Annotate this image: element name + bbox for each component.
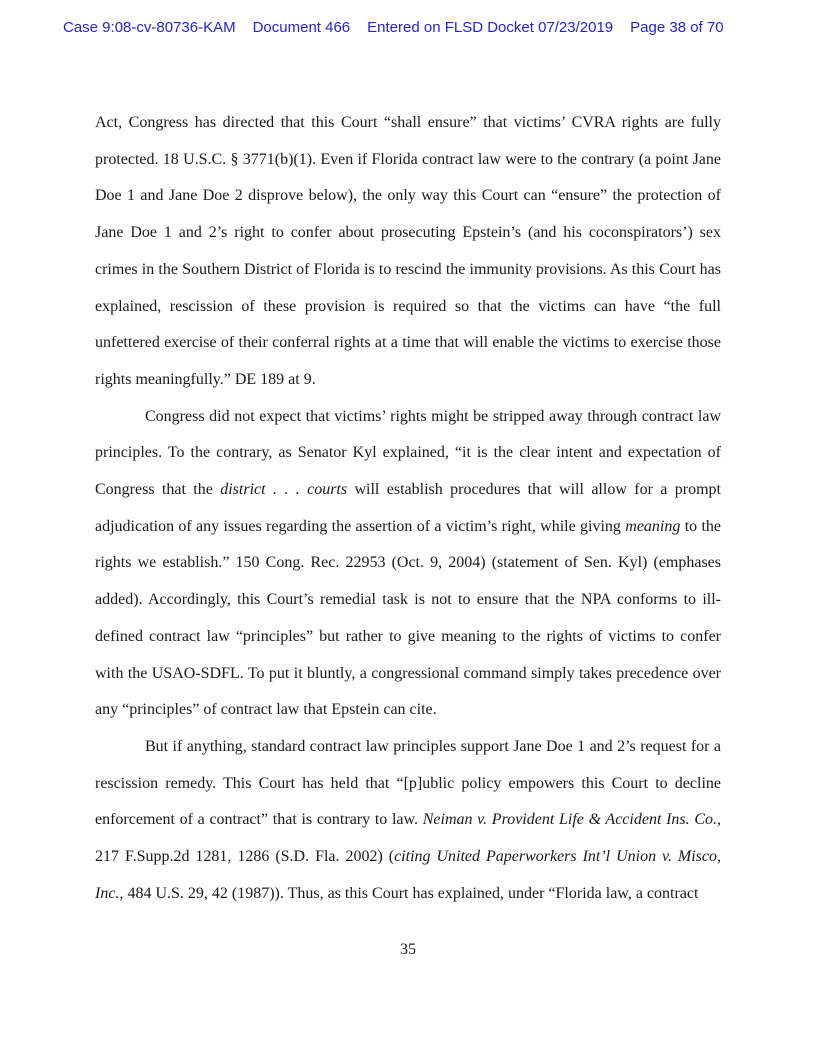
page-indicator: Page 38 of 70 bbox=[630, 19, 724, 36]
docket-entry-stamp: Entered on FLSD Docket 07/23/2019 bbox=[367, 19, 614, 36]
paragraph-2: Congress did not expect that victims’ rights might be stripped away through contract law principles. To the contrary, as Senator Kyl explained, “it is the clear intent and expectation of Congress that the district . . . courts will establish procedures that will allow for a prompt adjudication of any issues regarding the assertion of a victim’s right, while giving meaning to the rights we establish.” 150 Cong. Rec. 22953 (Oct. 9, 2004) (statement of Sen. Kyl) (emphases added). Accordingly, this Court’s remedial task is not to ensure that the NPA conforms to ill-defined contract law “principles” but rather to give meaning to the rights of victims to confer with the USAO-SDFL. To put it bluntly, a congressional command simply takes precedence over any “principles” of contract law that Epstein can cite. bbox=[95, 407, 722, 719]
paragraph-1: Act, Congress has directed that this Court “shall ensure” that victims’ CVRA rights are fully protected. 18 U.S.C. § 3771(b)(1). Even if Florida contract law were to the contrary (a point Jane Doe 1 and Jane Doe 2 disprove below), the only way this Court can “ensure” the protection of Jane Doe 1 and 2’s right to confer about prosecuting Epstein’s (and his coconspirators’) sex crimes in the Southern District of Florida is to rescind the immunity provisions. As this Court has explained, rescission of these provision is required so that the victims can have “the full unfettered exercise of their conferral rights at a time that will enable the victims to exercise those rights meaningfully.” DE 189 at 9. bbox=[95, 114, 721, 388]
case-header bbox=[63, 19, 724, 36]
document-body bbox=[95, 105, 721, 912]
paragraph-3: But if anything, standard contract law principles support Jane Doe 1 and 2’s request for a rescission remedy. This Court has held that “[p]ublic policy empowers this Court to decline enforcement of a contract” that is contrary to law. Neiman v. Provident Life & Accident Ins. Co., 217 F.Supp.2d 1281, 1286 (S.D. Fla. 2002) (citing United Paperworkers Int’l Union v. Misco, Inc., 484 U.S. 29, 42 (1987)). Thus, as this Court has explained, under “Florida law, a contract bbox=[95, 737, 721, 902]
document-number: Document 466 bbox=[252, 19, 351, 36]
case-number: Case 9:08-cv-80736-KAM bbox=[63, 19, 236, 36]
page-number: 35 bbox=[400, 941, 416, 958]
